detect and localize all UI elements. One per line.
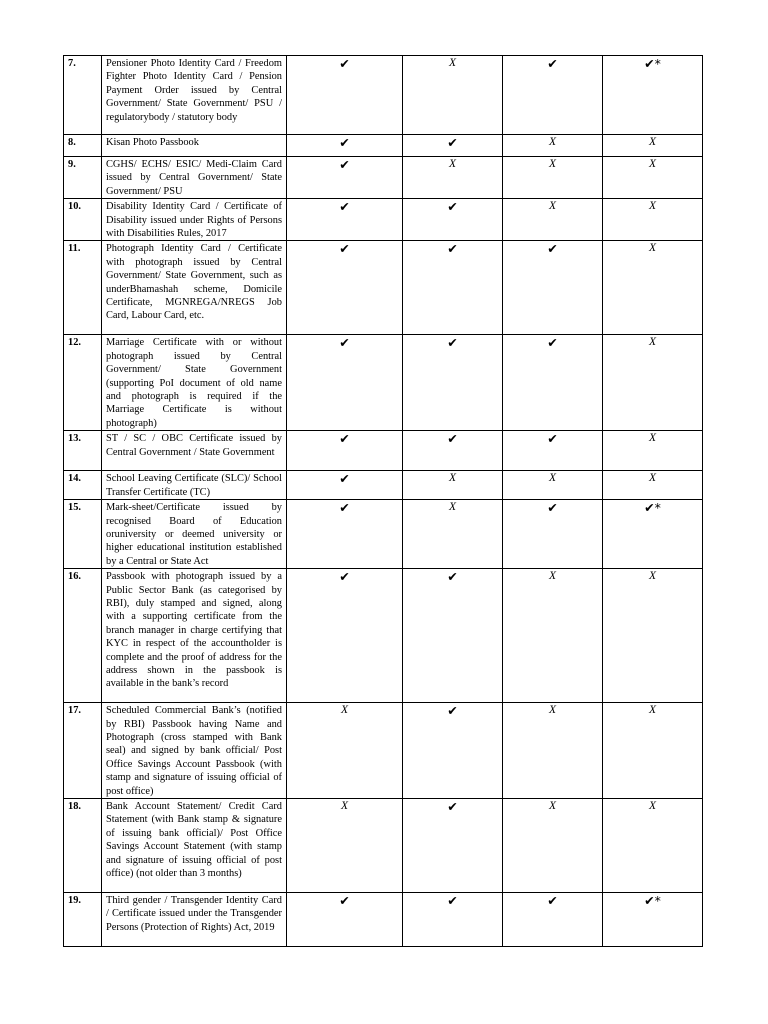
row-number: 12. xyxy=(64,335,102,431)
cross-mark: X xyxy=(448,158,457,170)
mark-cell-col-3 xyxy=(503,241,603,335)
mark-cell-col-1 xyxy=(287,569,403,703)
checkmark-icon: ✔ xyxy=(447,703,458,719)
checkmark-icon: ✔ xyxy=(547,892,558,908)
mark-cell-col-4 xyxy=(603,569,703,703)
mark-cell-col-1 xyxy=(287,431,403,471)
checkmark-icon: ✔ xyxy=(339,335,350,351)
checkmark-icon: ✔* xyxy=(644,56,661,71)
mark-cell-col-4 xyxy=(603,157,703,199)
checkmark-icon: ✔ xyxy=(447,241,458,257)
checkmark-icon: ✔ xyxy=(447,199,458,215)
mark-cell-col-1 xyxy=(287,199,403,241)
mark-cell-col-3 xyxy=(503,335,603,431)
mark-cell-col-2 xyxy=(403,335,503,431)
cross-mark: X xyxy=(340,704,349,717)
mark-cell-col-1 xyxy=(287,471,403,500)
checkmark-icon: ✔ xyxy=(547,56,558,71)
mark-cell-col-2 xyxy=(403,56,503,135)
cross-mark: X xyxy=(648,136,657,148)
mark-cell-col-1 xyxy=(287,241,403,335)
document-description: Third gender / Transgender Identity Card / Certificate issued under the Transgender Persons (Protection of Rights) Act, 2019 xyxy=(102,892,287,946)
checkmark-icon: ✔ xyxy=(339,199,350,215)
mark-cell-col-3 xyxy=(503,500,603,569)
mark-cell-col-4 xyxy=(603,335,703,431)
table-row xyxy=(64,703,703,799)
table-row xyxy=(64,471,703,500)
mark-cell-col-2 xyxy=(403,892,503,946)
mark-cell-col-2 xyxy=(403,703,503,799)
mark-cell-col-4 xyxy=(603,892,703,946)
cross-mark: X xyxy=(648,704,657,717)
cross-mark: X xyxy=(548,200,557,213)
document-description: Photograph Identity Card / Certificate with photograph issued by Central Government/ State Government, such as underBhamashah scheme, Domicile Certificate, MGNREGA/NREGS Job Card, Labour Card, etc. xyxy=(102,241,287,335)
mark-cell-col-2 xyxy=(403,199,503,241)
document-description: Bank Account Statement/ Credit Card Statement (with Bank stamp & signature of issuing bank official)/ Post Office Savings Account Statement (with stamp and signature of issuing official of post office) (not older than 3 months) xyxy=(102,798,287,892)
table-row xyxy=(64,892,703,946)
table-row xyxy=(64,569,703,703)
cross-mark: X xyxy=(548,799,557,812)
row-number: 15. xyxy=(64,500,102,569)
document-description: Scheduled Commercial Bank’s (notified by RBI) Passbook having Name and Photograph (cross stamped with Bank seal) and signed by bank official/ Post Office Savings Account Passbook (with stamp and signature of issuing official of post office) xyxy=(102,703,287,799)
mark-cell-col-1 xyxy=(287,703,403,799)
checkmark-icon: ✔ xyxy=(447,135,458,150)
checkmark-icon: ✔ xyxy=(339,241,350,257)
row-number: 19. xyxy=(64,892,102,946)
cross-mark: X xyxy=(648,158,657,170)
mark-cell-col-4 xyxy=(603,471,703,500)
mark-cell-col-1 xyxy=(287,798,403,892)
mark-cell-col-4 xyxy=(603,135,703,157)
row-number: 10. xyxy=(64,199,102,241)
cross-mark: X xyxy=(548,472,557,485)
checkmark-icon: ✔ xyxy=(339,569,350,585)
document-description: Kisan Photo Passbook xyxy=(102,135,287,157)
document-description: Marriage Certificate with or without photograph issued by Central Government/ State Government (supporting PoI document of old name and photograph is required if the Marriage Certificate is without photograph) xyxy=(102,335,287,431)
row-number: 8. xyxy=(64,135,102,157)
cross-mark: X xyxy=(648,472,657,485)
mark-cell-col-2 xyxy=(403,135,503,157)
cross-mark: X xyxy=(340,799,349,812)
checkmark-icon: ✔ xyxy=(339,471,350,487)
row-number: 16. xyxy=(64,569,102,703)
document-description: CGHS/ ECHS/ ESIC/ Medi-Claim Card issued by Central Government/ State Government/ PSU xyxy=(102,157,287,199)
cross-mark: X xyxy=(548,136,557,148)
cross-mark: X xyxy=(648,570,657,583)
document-table xyxy=(63,55,703,947)
checkmark-icon: ✔ xyxy=(547,241,558,257)
document-description: ST / SC / OBC Certificate issued by Central Government / State Government xyxy=(102,431,287,471)
mark-cell-col-1 xyxy=(287,500,403,569)
cross-mark: X xyxy=(648,242,657,255)
mark-cell-col-4 xyxy=(603,798,703,892)
mark-cell-col-2 xyxy=(403,157,503,199)
checkmark-icon: ✔* xyxy=(644,500,661,516)
checkmark-icon: ✔ xyxy=(447,335,458,351)
checkmark-icon: ✔ xyxy=(547,335,558,351)
checkmark-icon: ✔ xyxy=(339,157,350,172)
checkmark-icon: ✔ xyxy=(547,431,558,447)
table-row xyxy=(64,798,703,892)
mark-cell-col-3 xyxy=(503,56,603,135)
mark-cell-col-2 xyxy=(403,569,503,703)
document-description: School Leaving Certificate (SLC)/ School Transfer Certificate (TC) xyxy=(102,471,287,500)
document-description: Passbook with photograph issued by a Public Sector Bank (as categorised by RBI), duly stamped and signed, along with a supporting certificate from the branch manager in charge certifying that KYC in respect of the accountholder is complete and the proof of address for the address shown in the passbook is available in the bank’s record xyxy=(102,569,287,703)
table-row xyxy=(64,199,703,241)
document-description: Pensioner Photo Identity Card / Freedom Fighter Photo Identity Card / Pension Payment Order issued by Central Government/ State Government/ PSU / regulatorybody / statutory body xyxy=(102,56,287,135)
document-description: Mark-sheet/Certificate issued by recognised Board of Education oruniversity or deemed university or higher educational institution established by a Central or State Act xyxy=(102,500,287,569)
mark-cell-col-1 xyxy=(287,135,403,157)
cross-mark: X xyxy=(648,336,657,349)
mark-cell-col-2 xyxy=(403,471,503,500)
checkmark-icon: ✔ xyxy=(339,500,350,516)
cross-mark: X xyxy=(648,200,657,213)
mark-cell-col-2 xyxy=(403,798,503,892)
checkmark-icon: ✔ xyxy=(447,431,458,447)
mark-cell-col-1 xyxy=(287,157,403,199)
row-number: 11. xyxy=(64,241,102,335)
mark-cell-col-1 xyxy=(287,56,403,135)
cross-mark: X xyxy=(548,570,557,583)
mark-cell-col-3 xyxy=(503,157,603,199)
checkmark-icon: ✔ xyxy=(339,135,350,150)
table-row xyxy=(64,241,703,335)
table-body xyxy=(64,56,703,947)
mark-cell-col-3 xyxy=(503,471,603,500)
mark-cell-col-2 xyxy=(403,241,503,335)
row-number: 13. xyxy=(64,431,102,471)
row-number: 18. xyxy=(64,798,102,892)
mark-cell-col-4 xyxy=(603,431,703,471)
cross-mark: X xyxy=(448,57,457,69)
checkmark-icon: ✔ xyxy=(339,431,350,447)
checkmark-icon: ✔ xyxy=(547,500,558,516)
mark-cell-col-3 xyxy=(503,703,603,799)
checkmark-icon: ✔ xyxy=(339,892,350,908)
mark-cell-col-4 xyxy=(603,703,703,799)
document-description: Disability Identity Card / Certificate of Disability issued under Rights of Persons with Disabilities Rules, 2017 xyxy=(102,199,287,241)
mark-cell-col-3 xyxy=(503,135,603,157)
mark-cell-col-3 xyxy=(503,569,603,703)
checkmark-icon: ✔ xyxy=(339,56,350,71)
table-row xyxy=(64,431,703,471)
row-number: 14. xyxy=(64,471,102,500)
mark-cell-col-2 xyxy=(403,431,503,471)
table-row xyxy=(64,157,703,199)
cross-mark: X xyxy=(448,472,457,485)
mark-cell-col-2 xyxy=(403,500,503,569)
table-row xyxy=(64,56,703,135)
mark-cell-col-3 xyxy=(503,199,603,241)
row-number: 9. xyxy=(64,157,102,199)
row-number: 7. xyxy=(64,56,102,135)
mark-cell-col-3 xyxy=(503,892,603,946)
mark-cell-col-1 xyxy=(287,892,403,946)
mark-cell-col-4 xyxy=(603,241,703,335)
table-row xyxy=(64,500,703,569)
mark-cell-col-4 xyxy=(603,56,703,135)
cross-mark: X xyxy=(548,704,557,717)
mark-cell-col-1 xyxy=(287,335,403,431)
checkmark-icon: ✔* xyxy=(644,892,661,908)
cross-mark: X xyxy=(548,158,557,170)
mark-cell-col-4 xyxy=(603,500,703,569)
mark-cell-col-3 xyxy=(503,431,603,471)
cross-mark: X xyxy=(648,799,657,812)
row-number: 17. xyxy=(64,703,102,799)
checkmark-icon: ✔ xyxy=(447,892,458,908)
checkmark-icon: ✔ xyxy=(447,569,458,585)
table-row xyxy=(64,335,703,431)
checkmark-icon: ✔ xyxy=(447,798,458,814)
table-row xyxy=(64,135,703,157)
mark-cell-col-3 xyxy=(503,798,603,892)
mark-cell-col-4 xyxy=(603,199,703,241)
cross-mark: X xyxy=(648,432,657,445)
cross-mark: X xyxy=(448,501,457,514)
